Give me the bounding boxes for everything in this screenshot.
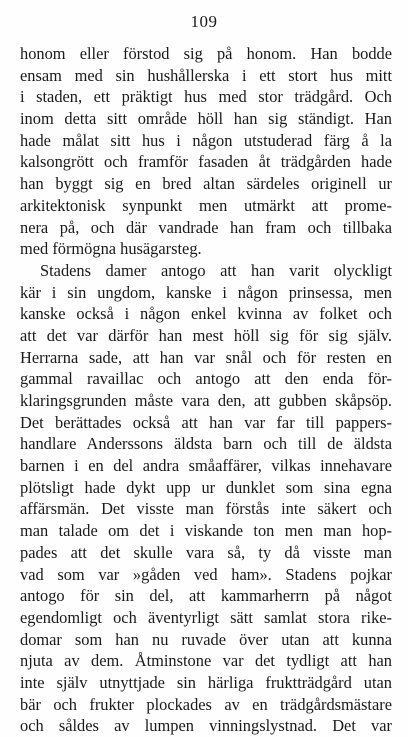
text-line: i staden, ett präktigt hus med stor trädgård. Och bbox=[20, 87, 392, 107]
text-line: antogo för sin del, att kammarherrn på något bbox=[20, 586, 392, 606]
text-line: man talade om det i viskande ton men man hop- bbox=[20, 521, 392, 541]
text-line: han byggt sig en bred altan särdeles originell ur bbox=[20, 174, 392, 194]
text-line: och såldes av lumpen vinningslystnad. Det var bbox=[20, 716, 392, 736]
paragraph-1 bbox=[20, 43, 392, 260]
text-line: inte själv utnyttjade sin härliga fruktträdgård utan bbox=[20, 672, 392, 692]
text-line: handlare Anderssons äldsta barn och till de äldsta bbox=[20, 434, 392, 454]
text-line: ensam med sin hushållerska i ett stort hus mitt bbox=[20, 65, 392, 85]
text-line: njuta av dem. Åtminstone var det tydligt att han bbox=[20, 651, 392, 671]
text-line: affärsmän. Det visste man förstås inte säkert och bbox=[20, 499, 392, 519]
text-line: kanske också i någon enkel kvinna av folket och bbox=[20, 304, 392, 324]
text-line: gammal ravaillac och antogo att den enda för- bbox=[20, 369, 392, 389]
text-line: bär och frukter plockades av en trädgårdsmästare bbox=[20, 694, 392, 714]
text-line: klaringsgrunden måste vara den, att gubben skåpsöp. bbox=[20, 391, 392, 410]
text-line: Det berättades också att han var far till pappers- bbox=[20, 412, 392, 432]
text-line: med förmögna husägarsteg. bbox=[20, 239, 202, 259]
text-line: Herrarna sade, att han var snål och för resten en bbox=[20, 347, 392, 367]
text-line: arkitektonisk synpunkt men utmärkt att prome- bbox=[20, 195, 392, 215]
paragraph-2 bbox=[20, 260, 392, 737]
text-line: kär i sin ungdom, kanske i någon prinsessa, men bbox=[20, 282, 392, 302]
text-line: egendomligt och äventyrligt sätt samlat stora rike- bbox=[20, 607, 392, 627]
text-line: hade målat sitt hus i någon utstuderad färg å la bbox=[20, 130, 392, 150]
text-line: domar som han nu ruvade över utan att kunna bbox=[20, 629, 392, 649]
text-line: kalsongrött och framför fasaden åt trädgården hade bbox=[20, 152, 392, 172]
text-line: inom detta sitt område höll han sig ständigt. Han bbox=[20, 109, 392, 129]
text-line: vad som var »gåden ved ham». Stadens pojkar bbox=[20, 564, 392, 584]
page-number: 109 bbox=[190, 12, 218, 31]
text-line: nera på, och där vandrade han fram och tillbaka bbox=[20, 217, 392, 237]
text-line: plötsligt hade dykt upp ur dunklet som sina egna bbox=[20, 477, 392, 497]
text-line: honom eller förstod sig på honom. Han bodde bbox=[20, 44, 392, 63]
text-line: Stadens damer antogo att han varit olyckligt bbox=[40, 260, 392, 280]
text-line: barnen i en del andra småaffärer, vilkas innehavare bbox=[20, 456, 392, 476]
body-text bbox=[20, 43, 392, 737]
text-line: pades att det skulle vara så, ty då visste man bbox=[20, 542, 392, 562]
text-line: att det var därför han mest höll sig för sig själv. bbox=[20, 325, 392, 345]
